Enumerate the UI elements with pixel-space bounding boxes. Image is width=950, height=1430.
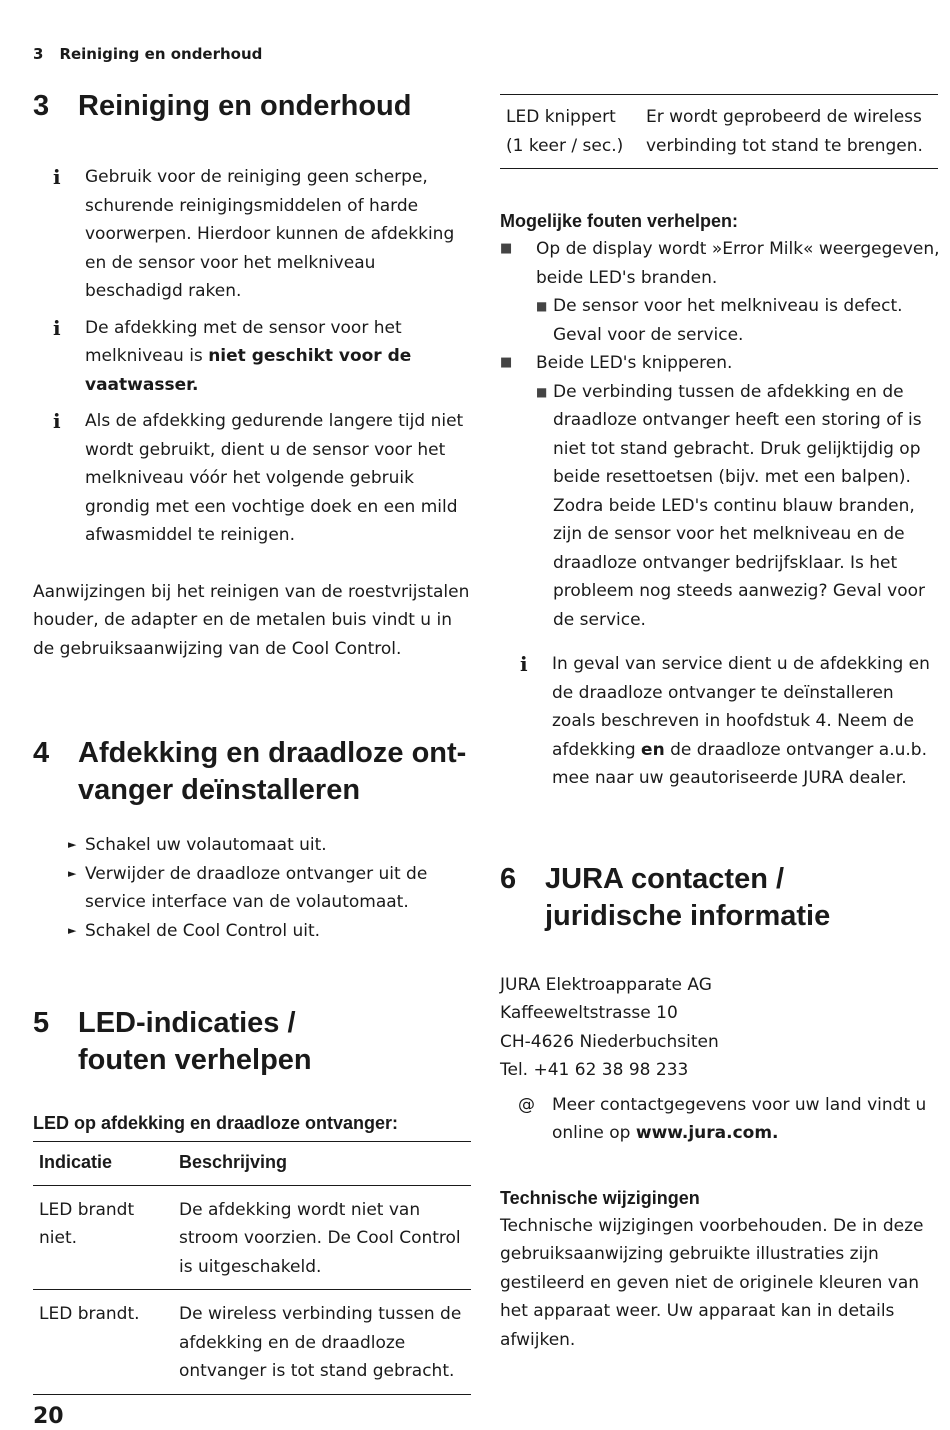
table-cell: LED brandt.: [39, 1304, 140, 1324]
table-cell: De wireless verbinding tussen de afdekking en de draadloze ontvanger is tot stand gebracht.: [179, 1304, 462, 1381]
faults-heading: Mogelijke fouten verhelpen:: [500, 211, 739, 231]
table-cell: De afdekking wordt niet van stroom voorzien. De Cool Control is uitgeschakeld.: [179, 1199, 461, 1277]
right-column: [500, 94, 940, 1354]
page-number: 20: [33, 1404, 64, 1429]
address-line: JURA Elektroapparate AG: [500, 974, 712, 995]
web-note: @ Meer contactgegevens voor uw land vindt u online op www.jura.com.: [500, 1091, 940, 1148]
section-4-heading: 4 Afdekking en draadloze ont- vanger deïnstalleren: [33, 737, 467, 806]
cleaning-paragraph: Aanwijzingen bij het reinigen van de roestvrijstalen houder, de adapter en de metalen buis vindt u in de gebruiksaanwijzing van de Cool Control.: [33, 581, 470, 659]
section-3-title: Reiniging en onderhoud: [78, 90, 412, 122]
table-header: Indicatie: [39, 1152, 113, 1172]
tech-text: Technische wijzigingen voorbehouden. De in deze gebruiksaanwijzing gebruikte illustraties zijn gestileerd en geven niet de originele kleuren van het apparaat weer. Uw apparaat kan in details afwijken.: [500, 1215, 924, 1350]
led-table-heading: LED op afdekking en draadloze ontvanger:: [33, 1113, 399, 1133]
table-header-row: [33, 1142, 471, 1186]
fault-item: ■ Beide LED's knipperen.: [500, 349, 940, 378]
square-bullet-icon: ■: [500, 355, 513, 370]
info-icon: i: [53, 315, 61, 340]
left-column: [33, 88, 473, 1395]
fault-solution: ■ De verbinding tussen de afdekking en de draadloze ontvanger heeft een storing of is niet tot stand gebracht. Druk gelijktijdig op beide resettoetsen (bijv. met een balpen). Zodra beide LED's continu blauw branden, zijn de sensor voor het melkniveau en de draadloze ontvanger bedrijfsklaar. Is het probleem nog steeds aanwezig? Geval voor de service.: [500, 378, 940, 635]
step-item: ► Verwijder de draadloze ontvanger uit de service interface van de volautomaat.: [33, 860, 473, 917]
table-row: [33, 1185, 471, 1290]
fault-item: ■ Op de display wordt »Error Milk« weergegeven, beide LED's branden.: [500, 235, 940, 292]
address-block: [500, 971, 940, 1085]
square-bullet-icon: ■: [500, 241, 513, 256]
table-row: [33, 1290, 471, 1395]
table-cell: Er wordt geprobeerd de wireless verbinding tot stand te brengen.: [646, 107, 923, 156]
step-item: ► Schakel de Cool Control uit.: [33, 917, 473, 946]
address-line: CH-4626 Niederbuchsiten: [500, 1031, 719, 1052]
info-icon: i: [53, 165, 61, 189]
address-line: Tel. +41 62 38 98 233: [500, 1060, 689, 1080]
section-6-heading: 6 JURA contacten / juridische informatie: [500, 862, 831, 932]
info-note: i De afdekking met de sensor voor het melkniveau is niet geschikt voor de vaatwasser.: [33, 314, 473, 400]
running-head: [33, 45, 262, 63]
triangle-right-icon: ►: [68, 866, 77, 880]
table-cell: LED knippert (1 keer / sec.): [506, 107, 624, 156]
at-icon: @: [518, 1094, 535, 1115]
square-bullet-icon: ■: [536, 299, 548, 313]
step-item: ► Schakel uw volautomaat uit.: [33, 831, 473, 860]
service-note: i In geval van service dient u de afdekking en de draadloze ontvanger te deïnstalleren zoals beschreven in hoofdstuk 4. Neem de afdekking en de draadloze ontvanger a.u.b. mee naar uw geautoriseerde JURA dealer.: [500, 650, 940, 793]
info-icon: i: [53, 409, 61, 433]
info-note: i Als de afdekking gedurende langere tijd niet wordt gebruikt, dient u de sensor voor het melkniveau vóór het volgende gebruik grondig met een vochtige doek en een mild afwasmiddel te reinigen.: [33, 407, 473, 550]
tech-heading: Technische wijzigingen: [500, 1187, 700, 1208]
table-row: [500, 95, 938, 169]
fault-solution: ■ De sensor voor het melkniveau is defect. Geval voor de service.: [500, 292, 940, 349]
triangle-right-icon: ►: [68, 923, 77, 937]
table-cell: LED brandt niet.: [39, 1199, 135, 1248]
table-header: Beschrijving: [179, 1152, 288, 1172]
led-table-continued: [500, 94, 938, 169]
website-link[interactable]: www.jura.com.: [635, 1123, 779, 1143]
section-3-heading: 3 Reiniging en onderhoud: [33, 88, 473, 125]
section-5-heading: 5 LED-indicaties / fouten verhelpen: [33, 1007, 312, 1076]
running-head-number: 3: [33, 45, 44, 63]
square-bullet-icon: ■: [536, 384, 548, 399]
address-line: Kaffeeweltstrasse 10: [500, 1003, 678, 1023]
led-table: [33, 1141, 471, 1395]
info-note: i Gebruik voor de reiniging geen scherpe, schurende reinigingsmiddelen of harde voorwerpen. Hierdoor kunnen de afdekking en de sensor voor het melkniveau beschadigd raken.: [33, 163, 473, 306]
triangle-right-icon: ►: [68, 838, 77, 851]
info-icon: i: [520, 652, 528, 676]
running-head-title: Reiniging en onderhoud: [59, 45, 263, 63]
